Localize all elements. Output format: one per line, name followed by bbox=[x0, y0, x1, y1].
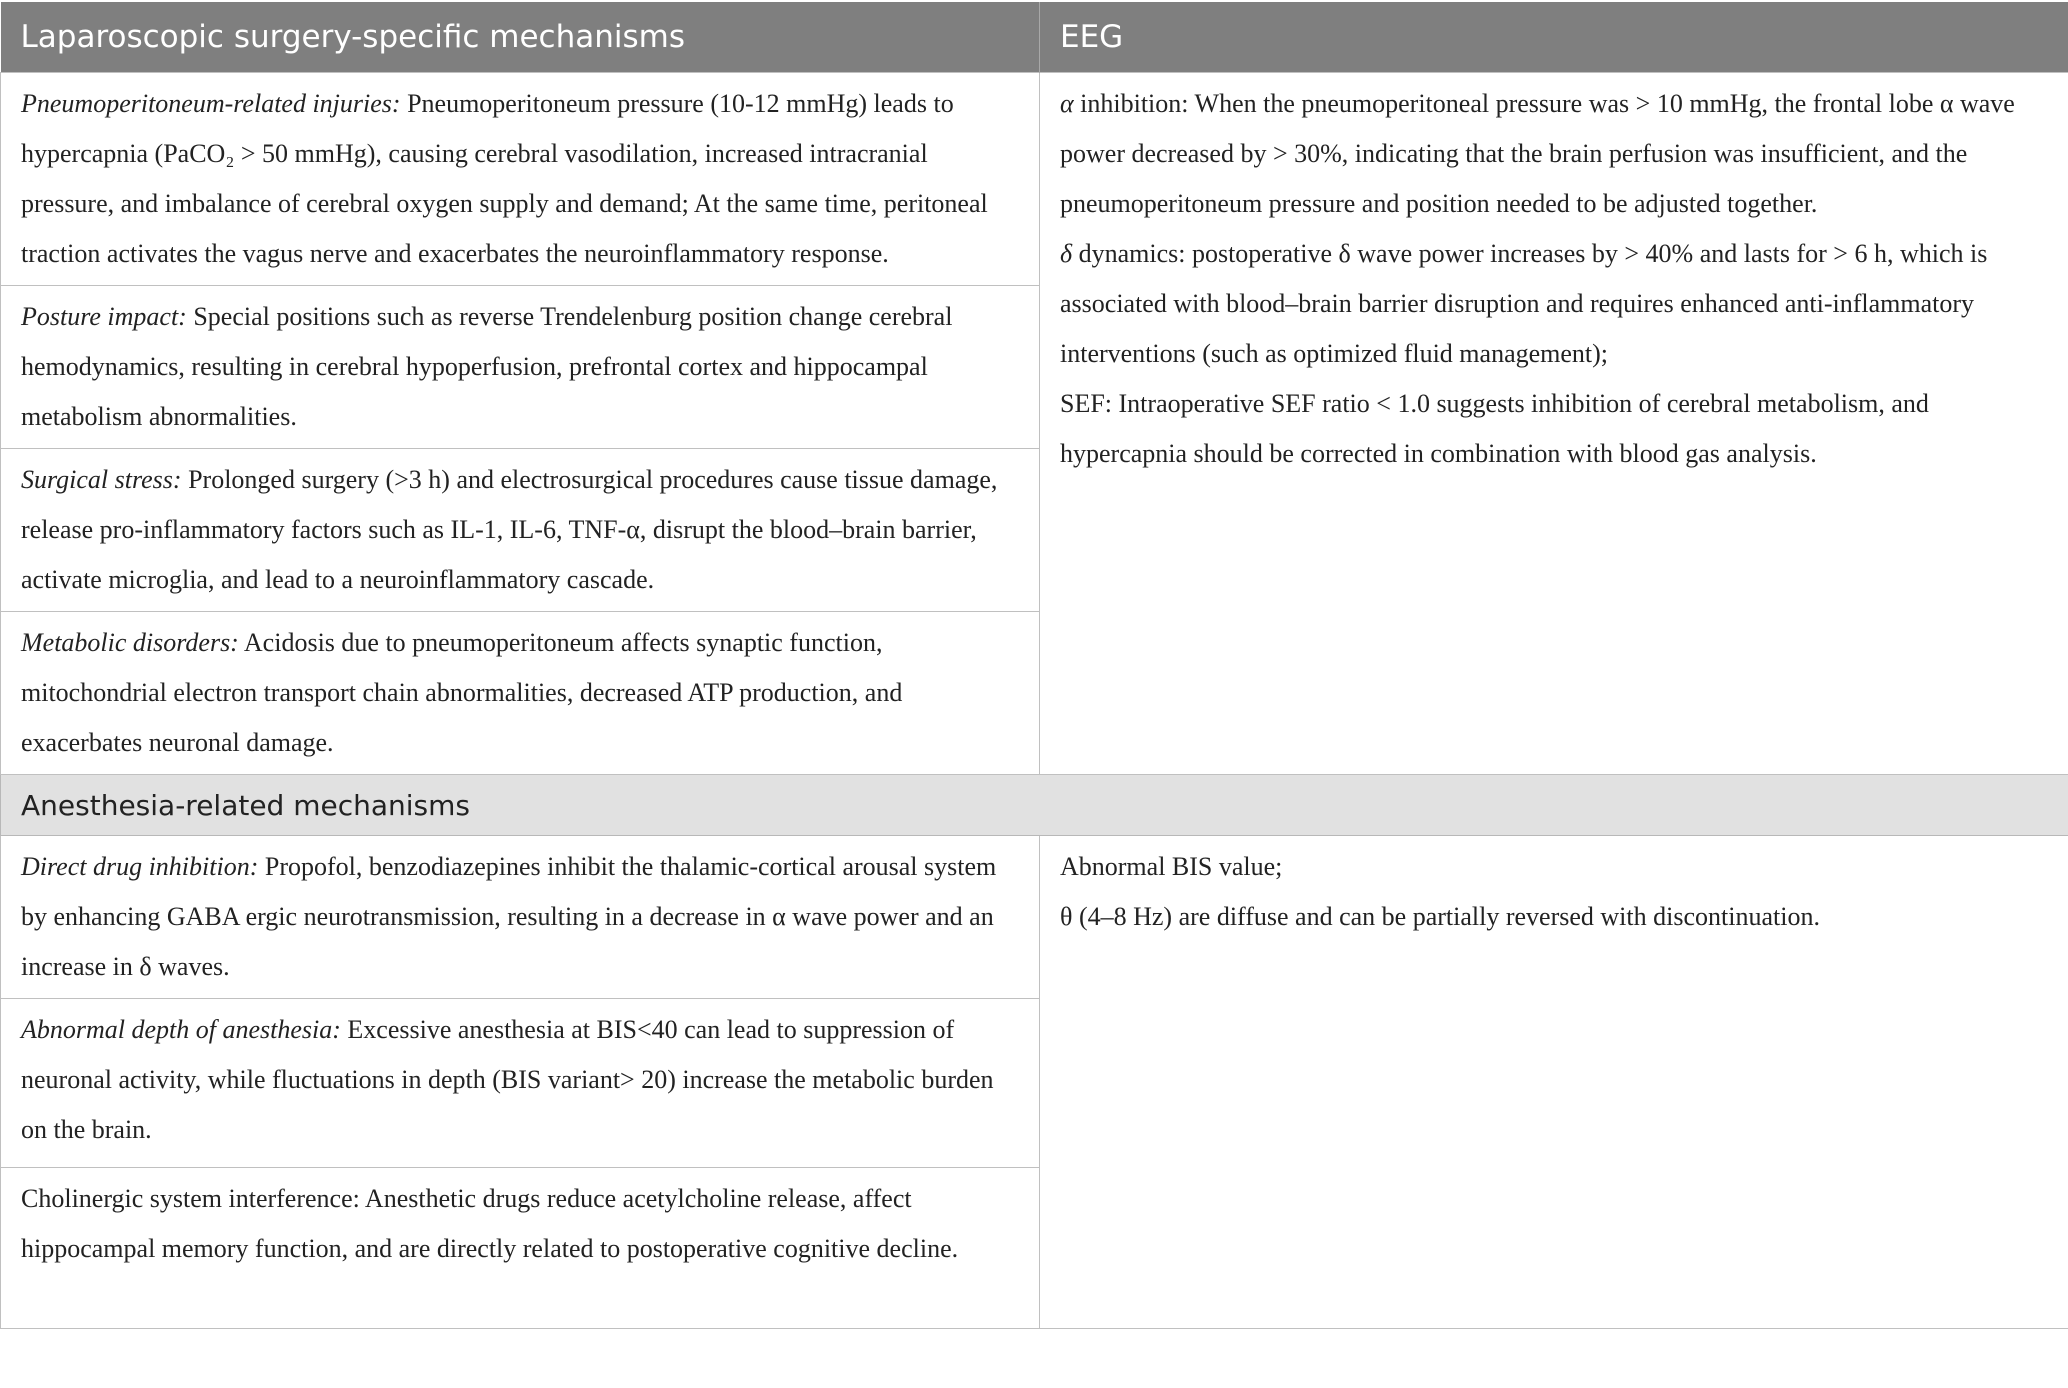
eeg-text: inhibition: When the pneumoperitoneal pressure was > 10 mmHg, the frontal lobe α wave power decreased by > 30%, indicating that the brain perfusion was insufficient, and the pneumoperitoneum pressure and position needed to be adjusted together. bbox=[1060, 89, 2015, 218]
table-header-row bbox=[1, 2, 2068, 73]
mechanism-label: Posture impact: bbox=[21, 302, 187, 331]
section-header-row bbox=[1, 775, 2068, 836]
eeg-cell bbox=[1040, 73, 2068, 775]
mechanism-cell bbox=[1, 449, 1040, 612]
mechanism-text: Excessive anesthesia at BIS<40 can lead to suppression of neuronal activity, while fluctuations in depth (BIS variant> 20) increase the metabolic burden on the brain. bbox=[21, 1015, 994, 1144]
eeg-text: SEF: Intraoperative SEF ratio < 1.0 suggests inhibition of cerebral metabolism, and hypercapnia should be corrected in combination with blood gas analysis. bbox=[1060, 389, 1929, 468]
section-title: Anesthesia-related mechanisms bbox=[1, 775, 2068, 836]
mechanism-label: Abnormal depth of anesthesia: bbox=[21, 1015, 341, 1044]
eeg-paragraph bbox=[1060, 229, 2048, 379]
mechanism-label: Pneumoperitoneum-related injuries: bbox=[21, 89, 401, 118]
mechanism-text: Special positions such as reverse Trendelenburg position change cerebral hemodynamics, resulting in cerebral hypoperfusion, prefrontal cortex and hippocampal metabolism abnormalities. bbox=[21, 302, 952, 431]
alpha-symbol: α bbox=[1060, 89, 1074, 118]
mechanism-cell bbox=[1, 612, 1040, 775]
eeg-paragraph: θ (4–8 Hz) are diffuse and can be partially reversed with discontinuation. bbox=[1060, 892, 2048, 942]
eeg-paragraph: Abnormal BIS value; bbox=[1060, 842, 2048, 892]
eeg-cell bbox=[1040, 836, 2068, 1329]
header-mechanisms: Laparoscopic surgery-specific mechanisms bbox=[1, 2, 1040, 73]
mechanism-cell bbox=[1, 286, 1040, 449]
mechanism-text: Pneumoperitoneum pressure (10-12 mmHg) leads to hypercapnia (PaCO₂ > 50 mmHg), causing cerebral vasodilation, increased intracranial pressure, and imbalance of cerebral oxygen supply and demand; At the same time, peritoneal traction activates the vagus nerve and exacerbates the neuroinflammatory response. bbox=[21, 89, 988, 268]
mechanism-cell bbox=[1, 1168, 1040, 1329]
eeg-paragraph bbox=[1060, 379, 2048, 479]
header-eeg: EEG bbox=[1040, 2, 2068, 73]
mechanism-text: Cholinergic system interference: Anesthetic drugs reduce acetylcholine release, affect hippocampal memory function, and are directly related to postoperative cognitive decline. bbox=[21, 1184, 958, 1263]
mechanism-cell bbox=[1, 999, 1040, 1168]
mechanism-cell bbox=[1, 836, 1040, 999]
mechanism-text: Propofol, benzodiazepines inhibit the thalamic-cortical arousal system by enhancing GABA ergic neurotransmission, resulting in a decrease in α wave power and an increase in δ waves. bbox=[21, 852, 996, 981]
delta-symbol: δ bbox=[1060, 239, 1072, 268]
table-row bbox=[1, 73, 2068, 286]
mechanism-label: Direct drug inhibition: bbox=[21, 852, 258, 881]
mechanisms-table bbox=[0, 2, 2068, 1329]
eeg-text: dynamics: postoperative δ wave power increases by > 40% and lasts for > 6 h, which is associated with blood–brain barrier disruption and requires enhanced anti-inflammatory interventions (such as optimized fluid management); bbox=[1060, 239, 1987, 368]
mechanism-cell bbox=[1, 73, 1040, 286]
eeg-paragraph bbox=[1060, 79, 2048, 229]
mechanism-text: Acidosis due to pneumoperitoneum affects synaptic function, mitochondrial electron transport chain abnormalities, decreased ATP production, and exacerbates neuronal damage. bbox=[21, 628, 902, 757]
table-row bbox=[1, 836, 2068, 999]
mechanism-label: Metabolic disorders: bbox=[21, 628, 239, 657]
mechanism-text: Prolonged surgery (>3 h) and electrosurgical procedures cause tissue damage, release pro-inflammatory factors such as IL-1, IL-6, TNF-α, disrupt the blood–brain barrier, activate microglia, and lead to a neuroinflammatory cascade. bbox=[21, 465, 997, 594]
mechanism-label: Surgical stress: bbox=[21, 465, 182, 494]
